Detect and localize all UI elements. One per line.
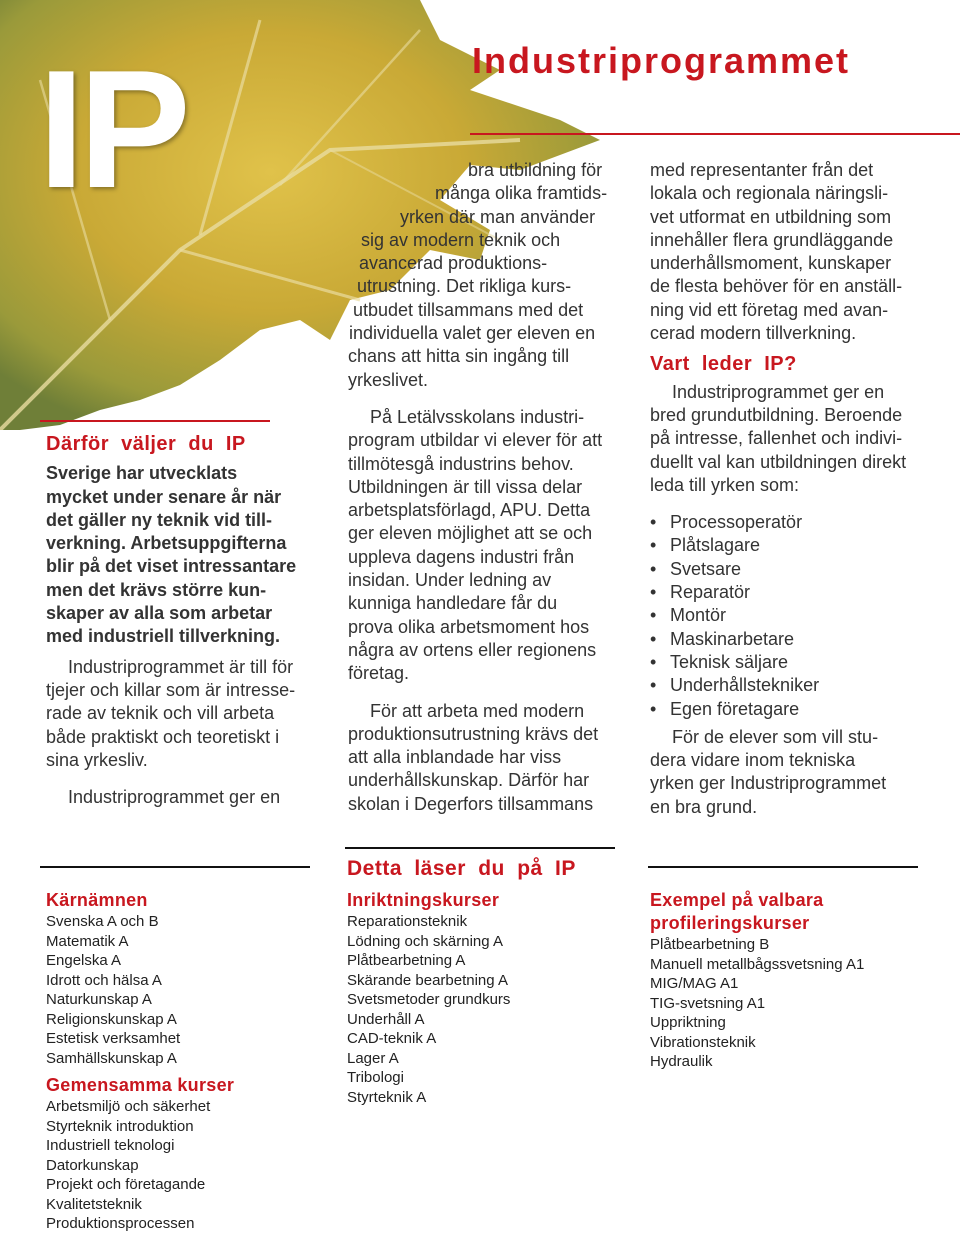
text-line: duellt val kan utbildningen direkt (650, 451, 907, 472)
list-item: Estetisk verksamhet (46, 1030, 181, 1047)
text-line: leda till yrken som: (650, 474, 800, 495)
text-line: kunniga handledare får du (348, 593, 558, 614)
list-item: Plåtbearbetning A (347, 952, 466, 969)
list-item: Projekt och företagande (46, 1176, 206, 1193)
list-item: • Svetsare (650, 558, 950, 581)
list-item: • Montör (650, 604, 950, 627)
list-item: Religionskunskap A (46, 1010, 177, 1028)
list-item: Styrteknik introduktion (46, 1117, 194, 1135)
ip-logo: IP (38, 35, 185, 223)
text-line: innehåller flera grundläggande (650, 229, 894, 250)
list-item: • Egen företagare (650, 698, 950, 721)
list-item: Reparationsteknik (347, 913, 468, 930)
common-courses-title: Gemensamma kurser (46, 1075, 235, 1095)
title-rule (470, 133, 960, 135)
list-item: Skärande bearbetning A (347, 971, 508, 989)
list-item: Matematik A (46, 932, 129, 950)
text-line: verkning. Arbetsuppgifterna (46, 533, 287, 554)
text-line: chans att hitta sin ingång till (348, 346, 570, 367)
text-line: skolan i Degerfors tillsammans (348, 793, 594, 814)
text-line: Industriprogrammet är till för (68, 656, 294, 677)
text-line: skaper av alla som arbetar (46, 603, 273, 624)
list-item: Naturkunskap A (46, 991, 152, 1008)
text-line: prova olika arbetsmoment hos (348, 616, 590, 637)
text-line: yrkeslivet. (348, 369, 429, 390)
text-line: program utbildar vi elever för att (348, 430, 603, 451)
text-line: tjejer och killar som är intresse- (46, 679, 296, 700)
list-item: • Maskinarbetare (650, 628, 950, 651)
text-line: företag. (348, 663, 410, 684)
text-line: tillmötesgå industrins behov. (348, 453, 574, 474)
text-line: På Letälvsskolans industri- (370, 406, 585, 427)
text-line: många olika framtids- (435, 183, 608, 204)
page-title: Industriprogrammet (472, 40, 851, 81)
col3-heading: Vart leder IP? (650, 353, 797, 376)
col2-paragraph-2 (345, 406, 635, 686)
list-item: Samhällskunskap A (46, 1049, 177, 1067)
text-line: avancerad produktions- (359, 253, 548, 274)
text-line: men det krävs större kun- (46, 579, 267, 600)
col1-lead-paragraph (46, 462, 316, 648)
text-line: uppleva dagens industri från (348, 546, 575, 567)
text-line: några av ortens eller regionens (348, 639, 597, 660)
col3-paragraph-2 (650, 381, 950, 497)
text-line: insidan. Under ledning av (348, 570, 552, 591)
text-line: underhållskunskap. Därför har (348, 770, 590, 791)
list-item: Lager A (347, 1049, 399, 1067)
text-line: både praktiskt och teoretiskt i (46, 726, 280, 747)
column-3 (650, 159, 950, 819)
text-line: lokala och regionala näringsli- (650, 183, 889, 204)
text-line: rade av teknik och vill arbeta (46, 703, 275, 724)
list-item: Svenska A och B (46, 913, 159, 930)
list-item: Tribologi (347, 1069, 404, 1086)
list-item: Vibrationsteknik (650, 1033, 756, 1051)
text-line: sig av modern teknik och (361, 229, 561, 250)
col1-paragraph-2 (46, 656, 316, 772)
list-item: MIG/MAG A1 (650, 975, 739, 992)
list-item: TIG-svetsning A1 (650, 994, 766, 1012)
core-subjects-section (46, 889, 326, 1234)
text-line: bra utbildning för (468, 160, 603, 180)
column-1 (46, 433, 316, 809)
core-subjects-title: Kärnämnen (46, 890, 148, 910)
list-item: Hydraulik (650, 1053, 713, 1070)
text-line: med representanter från det (650, 160, 874, 180)
list-item: Arbetsmiljö och säkerhet (46, 1098, 211, 1115)
list-item: • Reparatör (650, 581, 950, 604)
text-line: vet utformat en utbildning som (650, 206, 892, 227)
text-line: Utbildningen är till vissa delar (348, 476, 583, 497)
text-line: utrustning. Det rikliga kurs- (357, 276, 572, 297)
list-item: • Plåtslagare (650, 534, 950, 557)
text-line: ning vid ett företag med avan- (650, 299, 889, 320)
text-line: sina yrkesliv. (46, 749, 148, 770)
list-item: • Processoperatör (650, 511, 950, 534)
col2-paragraph-1 (345, 159, 635, 392)
text-line: på intresse, fallenhet och indivi- (650, 428, 903, 449)
text-line: med industriell tillverkning. (46, 626, 281, 647)
text-line: yrken ger Industriprogrammet (650, 773, 887, 794)
career-list (650, 511, 950, 721)
orientation-courses-title: Inriktningskurser (347, 890, 500, 910)
col3-paragraph-3 (650, 726, 950, 819)
text-line: Industriprogrammet ger en (672, 381, 885, 402)
list-item: Idrott och hälsa A (46, 971, 162, 989)
left-column-rule (40, 420, 270, 422)
list-item: Kvalitetsteknik (46, 1195, 142, 1213)
courses-heading: Detta läser du på IP (347, 857, 576, 880)
list-item: Industriell teknologi (46, 1137, 175, 1154)
text-line: att alla inblandade har viss (348, 747, 562, 768)
list-item: Styrteknik A (347, 1088, 427, 1106)
list-item: Manuell metallbågssvetsning A1 (650, 955, 865, 973)
text-line: För att arbeta med modern (370, 700, 585, 721)
text-line: mycket under senare år när (46, 486, 282, 507)
list-item: Svetsmetoder grundkurs (347, 991, 511, 1008)
list-item: Plåtbearbetning B (650, 936, 770, 953)
text-line: arbetsplatsförlagd, APU. Detta (348, 500, 591, 521)
profile-courses-section (650, 889, 950, 1072)
text-line: Sverige har utvecklats (46, 463, 238, 484)
text-line: yrken där man använder (400, 206, 596, 227)
list-item: Uppriktning (650, 1014, 726, 1031)
text-line: ger eleven möjlighet att se och (348, 523, 593, 544)
text-line: bred grundutbildning. Beroende (650, 404, 903, 425)
text-line: underhållsmoment, kunskaper (650, 253, 892, 274)
text-line: det gäller ny teknik vid till- (46, 509, 273, 530)
orientation-courses-section (347, 889, 627, 1107)
list-item: Produktionsprocessen (46, 1215, 195, 1232)
col1-heading: Därför väljer du IP (46, 433, 246, 455)
list-item: Underhåll A (347, 1010, 425, 1028)
profile-courses-title-line-1: Exempel på valbara (650, 890, 824, 910)
bottom-rule-right (648, 866, 918, 868)
text-line: blir på det viset intressantare (46, 556, 297, 577)
bottom-rule-mid (345, 847, 615, 849)
list-item: Lödning och skärning A (347, 932, 503, 950)
text-line: För de elever som vill stu- (672, 726, 879, 747)
list-item: CAD-teknik A (347, 1030, 437, 1047)
bottom-rule-left (40, 866, 310, 868)
col3-paragraph-1 (650, 159, 950, 345)
text-line: de flesta behöver för en anställ- (650, 276, 903, 297)
column-2 (345, 159, 635, 816)
text-line: en bra grund. (650, 796, 758, 817)
col2-paragraph-3 (345, 700, 635, 816)
text-line: cerad modern tillverkning. (650, 323, 857, 344)
text-line: dera vidare inom tekniska (650, 750, 856, 771)
col1-paragraph-3: Industriprogrammet ger en (68, 787, 281, 808)
list-item: Datorkunskap (46, 1156, 139, 1174)
list-item: • Underhållstekniker (650, 674, 950, 697)
list-item: • Teknisk säljare (650, 651, 950, 674)
text-line: utbudet tillsammans med det (353, 299, 584, 320)
text-line: individuella valet ger eleven en (349, 323, 596, 344)
list-item: Engelska A (46, 952, 122, 969)
profile-courses-title-line-2: profileringskurser (650, 913, 810, 933)
text-line: produktionsutrustning krävs det (348, 723, 599, 744)
